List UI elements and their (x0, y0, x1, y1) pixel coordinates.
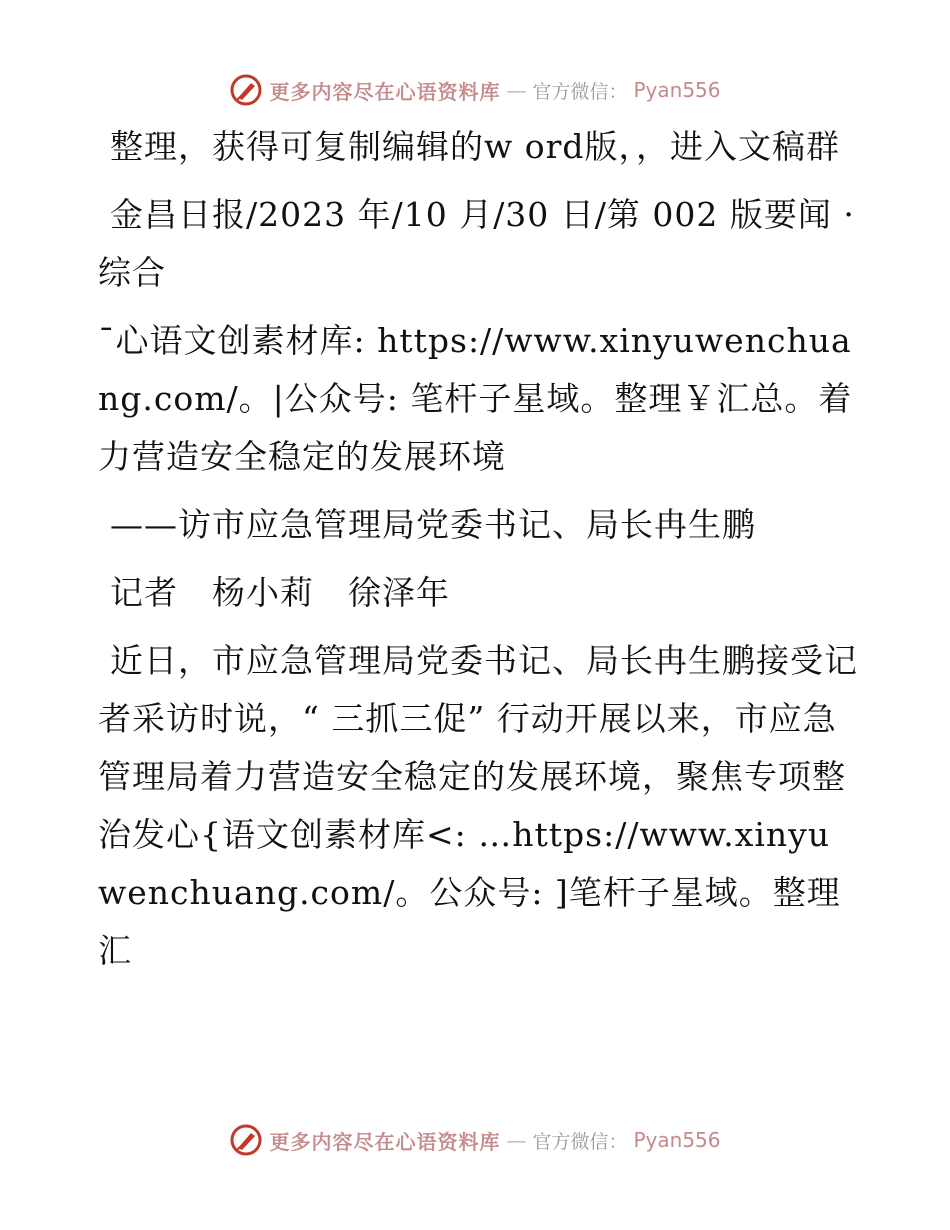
footer-separator: — (506, 1128, 527, 1152)
paragraph-intro: 整理，获得可复制编辑的w ord版，，进入文稿群 (110, 127, 841, 166)
pen-logo-icon (229, 1123, 263, 1157)
footer-wechat-label: 官方微信： (532, 1130, 628, 1153)
footer-watermark (0, 1120, 950, 1160)
paragraph-body: 近日，市应急管理局党委书记、局长冉生鹏接受记者采访时说，“ 三抓三促” 行动开展以来，市应急管理局着力营造安全稳定的发展环境，聚焦专项整治发心{语文创素材库<: …https://www.xinyuwenchuang.com/。公众号: ]笔杆子星域。整理汇 (98, 641, 858, 970)
header-separator: — (506, 78, 527, 102)
paragraph-title: ¯心语文创素材库: https://www.xinyuwenchuang.com/。|公众号: 笔杆子星域。整理￥汇总。着力营造安全稳定的发展环境 (98, 321, 853, 476)
header-wechat-label: 官方微信： (532, 80, 628, 103)
header-brand-text: 更多内容尽在心语资料库 (269, 79, 501, 104)
header-wechat-id: Pyan556 (633, 78, 721, 102)
footer-brand-text: 更多内容尽在心语资料库 (269, 1129, 501, 1154)
footer-wechat-id: Pyan556 (633, 1128, 721, 1152)
paragraph-reporters: 记者 杨小莉 徐泽年 (110, 573, 450, 612)
header-watermark (0, 70, 950, 110)
paragraph-source: 金昌日报/2023 年/10 月/30 日/第 002 版要闻 · 综合 (98, 195, 855, 292)
pen-logo-icon (229, 73, 263, 107)
document-body (98, 118, 858, 990)
paragraph-subtitle: ——访市应急管理局党委书记、局长冉生鹏 (110, 505, 756, 544)
